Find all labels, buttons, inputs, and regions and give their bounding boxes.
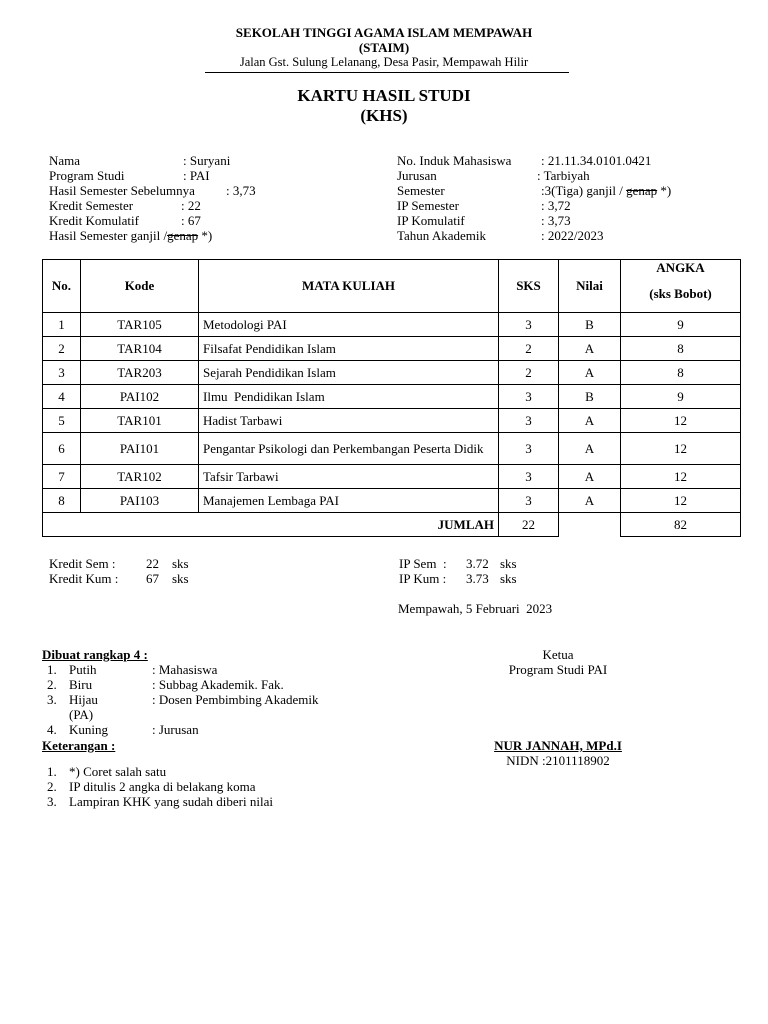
info-value-kredit-komulatif: : 67 (181, 213, 201, 228)
summary-kredit-sem-label: Kredit Sem : (49, 556, 116, 571)
copy-color: Hijau (69, 692, 98, 707)
table-header-row (43, 260, 741, 313)
cell-nilai: B (559, 385, 621, 409)
info-label-hasil-sebelumnya: Hasil Semester Sebelumnya (49, 183, 195, 198)
cell-nilai: A (559, 409, 621, 433)
cell-mata-kuliah: Sejarah Pendidikan Islam (199, 361, 499, 385)
info-label-nama: Nama (49, 153, 81, 168)
info-semester-line (49, 228, 212, 243)
cell-angka: 8 (621, 337, 741, 361)
table-row (43, 409, 741, 433)
info-label-kredit-semester: Kredit Semester (49, 198, 134, 213)
table-row (43, 465, 741, 489)
info-value-prodi: : PAI (183, 168, 210, 183)
table-row (43, 489, 741, 513)
copy-num: 1. (47, 662, 57, 677)
cell-kode: TAR101 (81, 409, 199, 433)
cell-nilai: B (559, 313, 621, 337)
summary-kredit-kum-label: Kredit Kum : (49, 571, 119, 586)
summary-ip-sem-label: IP Sem : (399, 556, 447, 571)
cell-kode: TAR203 (81, 361, 199, 385)
info-label-tahun-akademik: Tahun Akademik (397, 228, 486, 243)
cell-mata-kuliah: Metodologi PAI (199, 313, 499, 337)
signature-title-prodi: Program Studi PAI (508, 662, 608, 677)
copies-heading: Dibuat rangkap 4 : (42, 647, 148, 662)
cell-mata-kuliah: Filsafat Pendidikan Islam (199, 337, 499, 361)
semester-value-struck: genap (626, 183, 658, 198)
cell-kode: PAI103 (81, 489, 199, 513)
summary-ip-kum-unit: sks (500, 571, 517, 586)
copy-color: Biru (69, 677, 93, 692)
cell-angka: 12 (621, 433, 741, 465)
col-header-angka-title: ANGKA (656, 260, 705, 275)
cell-kode: PAI101 (81, 433, 199, 465)
signature-name: NUR JANNAH, MPd.I (494, 738, 622, 753)
semester-line-prefix: Hasil Semester ganjil / (49, 228, 168, 243)
note-num: 1. (47, 764, 57, 779)
cell-kode: TAR104 (81, 337, 199, 361)
cell-no: 3 (43, 361, 81, 385)
col-header-angka-subtitle: (sks Bobot) (649, 286, 712, 301)
summary-ip-kum-label: IP Kum : (399, 571, 447, 586)
note-text: *) Coret salah satu (69, 764, 167, 779)
col-header-kode: Kode (81, 260, 199, 313)
summary-kredit-sem-value: 22 (146, 556, 159, 571)
info-value-nama: : Suryani (183, 153, 231, 168)
cell-kode: PAI102 (81, 385, 199, 409)
signature-nidn: NIDN :2101118902 (506, 753, 610, 768)
table-row (43, 433, 741, 465)
semester-line-struck: genap (167, 228, 199, 243)
col-header-angka (621, 260, 741, 313)
copy-num: 4. (47, 722, 57, 737)
cell-angka: 12 (621, 465, 741, 489)
notes-heading: Keterangan : (42, 738, 116, 753)
cell-sks: 3 (499, 313, 559, 337)
total-sks: 22 (499, 513, 559, 537)
cell-no: 6 (43, 433, 81, 465)
cell-nilai: A (559, 433, 621, 465)
cell-angka: 12 (621, 409, 741, 433)
note-num: 2. (47, 779, 57, 794)
document-subtitle: (KHS) (360, 106, 408, 125)
copy-color-continuation: (PA) (69, 707, 94, 722)
cell-angka: 9 (621, 385, 741, 409)
table-row (43, 313, 741, 337)
table-row (43, 385, 741, 409)
cell-no: 7 (43, 465, 81, 489)
cell-angka: 9 (621, 313, 741, 337)
copy-color: Kuning (69, 722, 108, 737)
total-angka: 82 (621, 513, 741, 537)
info-label-nim: No. Induk Mahasiswa (397, 153, 512, 168)
cell-mata-kuliah: Pengantar Psikologi dan Perkembangan Peserta Didik (199, 433, 499, 465)
cell-angka: 12 (621, 489, 741, 513)
cell-sks: 3 (499, 433, 559, 465)
summary-ip-sem-unit: sks (500, 556, 517, 571)
header-divider (205, 72, 569, 73)
summary-kredit-sem-unit: sks (172, 556, 189, 571)
info-value-kredit-semester: : 22 (181, 198, 201, 213)
note-text: Lampiran KHK yang sudah diberi nilai (69, 794, 273, 809)
total-empty-cell (559, 513, 621, 537)
cell-mata-kuliah: Tafsir Tarbawi (199, 465, 499, 489)
cell-sks: 3 (499, 409, 559, 433)
copy-destination: : Dosen Pembimbing Akademik (152, 692, 319, 707)
cell-kode: TAR102 (81, 465, 199, 489)
cell-no: 5 (43, 409, 81, 433)
cell-sks: 3 (499, 385, 559, 409)
col-header-no: No. (43, 260, 81, 313)
summary-ip-kum-value: 3.73 (466, 571, 489, 586)
institution-address: Jalan Gst. Sulung Lelanang, Desa Pasir, Mempawah Hilir (239, 55, 529, 69)
semester-line-suffix: *) (198, 228, 213, 243)
col-header-sks: SKS (499, 260, 559, 313)
cell-nilai: A (559, 361, 621, 385)
copy-destination: : Subbag Akademik. Fak. (152, 677, 284, 692)
cell-kode: TAR105 (81, 313, 199, 337)
info-label-ip-semester: IP Semester (397, 198, 459, 213)
cell-no: 1 (43, 313, 81, 337)
copy-color: Putih (69, 662, 97, 677)
info-value-ip-semester: : 3,72 (541, 198, 571, 213)
note-num: 3. (47, 794, 57, 809)
institution-name: SEKOLAH TINGGI AGAMA ISLAM MEMPAWAH (235, 25, 533, 40)
summary-ip-sem-value: 3.72 (466, 556, 489, 571)
semester-value-text: :3(Tiga) ganjil / (541, 183, 627, 198)
col-header-mata-kuliah: MATA KULIAH (199, 260, 499, 313)
info-label-prodi: Program Studi (49, 168, 125, 183)
cell-sks: 3 (499, 465, 559, 489)
cell-angka: 8 (621, 361, 741, 385)
table-row (43, 337, 741, 361)
info-value-nim: : 21.11.34.0101.0421 (541, 153, 652, 168)
cell-sks: 3 (499, 489, 559, 513)
info-label-semester: Semester (397, 183, 445, 198)
cell-mata-kuliah: Manajemen Lembaga PAI (199, 489, 499, 513)
cell-mata-kuliah: Ilmu Pendidikan Islam (199, 385, 499, 409)
cell-nilai: A (559, 489, 621, 513)
institution-abbreviation: (STAIM) (358, 40, 410, 55)
info-value-hasil-sebelumnya: : 3,73 (226, 183, 256, 198)
signature-title-ketua: Ketua (542, 647, 574, 662)
info-label-jurusan: Jurusan (397, 168, 437, 183)
cell-nilai: A (559, 465, 621, 489)
info-value-ip-komulatif: : 3,73 (541, 213, 571, 228)
cell-no: 2 (43, 337, 81, 361)
table-total-row (43, 513, 741, 537)
info-value-tahun-akademik: : 2022/2023 (541, 228, 604, 243)
document-title: KARTU HASIL STUDI (297, 86, 471, 105)
info-label-ip-komulatif: IP Komulatif (397, 213, 465, 228)
info-value-semester (541, 183, 671, 198)
copy-num: 3. (47, 692, 57, 707)
cell-sks: 2 (499, 361, 559, 385)
cell-mata-kuliah: Hadist Tarbawi (199, 409, 499, 433)
summary-kredit-kum-unit: sks (172, 571, 189, 586)
summary-kredit-kum-value: 67 (146, 571, 159, 586)
cell-no: 4 (43, 385, 81, 409)
cell-sks: 2 (499, 337, 559, 361)
note-text: IP ditulis 2 angka di belakang koma (69, 779, 256, 794)
copy-destination: : Jurusan (152, 722, 199, 737)
info-value-jurusan: : Tarbiyah (537, 168, 590, 183)
col-header-nilai: Nilai (559, 260, 621, 313)
cell-no: 8 (43, 489, 81, 513)
info-label-kredit-komulatif: Kredit Komulatif (49, 213, 139, 228)
semester-value-suffix: *) (657, 183, 672, 198)
copy-num: 2. (47, 677, 57, 692)
grades-table (42, 259, 741, 537)
place-date: Mempawah, 5 Februari 2023 (398, 601, 553, 616)
cell-nilai: A (559, 337, 621, 361)
table-row (43, 361, 741, 385)
copy-destination: : Mahasiswa (152, 662, 218, 677)
total-label: JUMLAH (43, 513, 499, 537)
